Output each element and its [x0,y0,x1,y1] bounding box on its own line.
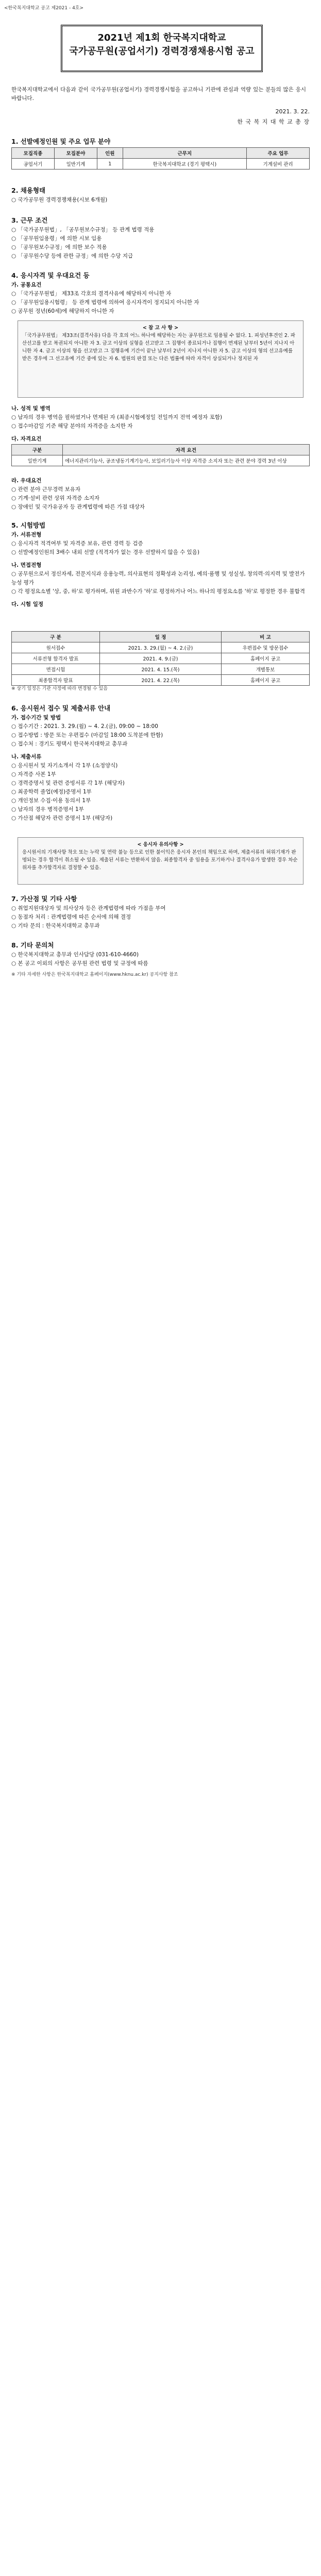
qualification-table [11,444,310,466]
list-item: ○ 각 평정요소별 '상, 중, 하'로 평가하며, 위원 과반수가 '하'로 평정하거나 어느 하나의 평정요소를 '하'로 평정한 경우 불합격 [11,588,305,595]
list-item: ○ 관련 분야 근무경력 보유자 [11,486,81,493]
selection-table [11,147,310,170]
section-5-title: 5. 시험방법 [11,521,46,529]
table-row [12,159,310,170]
list-item: ○ 가산점 해당자 관련 증명서 1부 (해당자) [11,815,113,821]
notice-date: 2021. 3. 22. [275,108,310,115]
intro-paragraph: 한국복지대학교에서 다음과 같이 국가공무원(공업서기) 경력경쟁시험을 공고하니 기관에 관심과 역량 있는 분들의 많은 응시 바랍니다. [11,87,306,101]
list-item: ○ 개인정보 수집·이용 동의서 1부 [11,798,91,804]
table-header: 주요 업무 [247,148,310,159]
caution-box [18,837,303,885]
work-conditions [11,226,310,261]
list-item: ○ 남자의 경우 병역을 필하였거나 면제된 자 (최종시험예정일 전일까지 전역 예정자 포함) [11,414,223,420]
table-row [12,675,310,686]
list-item: ○ 「공무원임용시험령」 등 관계 법령에 의하여 응시자격이 정지되지 아니한 자 [11,299,199,306]
subsection-title: 라. 우대요건 [11,478,42,484]
section-3-title: 3. 근무 조건 [11,216,48,224]
table-header: 구 분 [12,632,100,642]
list-item: ○ 공무원 정년(60세)에 해당하지 아니한 자 [11,308,114,314]
section-7-title: 7. 가산점 및 기타 사항 [11,895,77,903]
contact-info [11,951,310,978]
table-row [12,664,310,675]
list-item: ○ 「국가공무원법」 제33조 각호의 결격사유에 해당하지 아니한 자 [11,291,172,297]
table-cell: 홈페이지 공고 [221,653,309,664]
table-cell: 2021. 4. 15.(목) [100,664,222,675]
table-cell: 홈페이지 공고 [221,675,309,686]
table-cell: 개별통보 [221,664,309,675]
list-item: ○ 기계·설비 관련 상위 자격증 소지자 [11,495,100,501]
list-item: ○ 한국복지대학교 총무과 인사담당 (031-610-4660) [11,952,139,958]
notice-number: <한국복지대학교 공고 제2021 - 4호> [4,6,84,11]
table-cell: 2021. 4. 22.(목) [100,675,222,686]
table-cell: 공업서기 [12,159,55,170]
list-item: ○ 접수처 : 경기도 평택시 한국복지대학교 총무과 [11,741,128,747]
table-cell: 한국복지대학교 (경기 평택시) [123,159,247,170]
military-requirements [11,404,310,444]
table-cell: 일반기계 [54,159,97,170]
table-cell: 원서접수 [12,642,100,653]
list-item: ○ 장애인 및 국가유공자 등 관계법령에 따른 가점 대상자 [11,504,145,510]
section-4-title: 4. 응시자격 및 우대요건 등 [11,272,90,279]
table-header: 근무지 [123,148,247,159]
list-item: ○ 「공무원임용령」에 의한 시보 임용 [11,235,102,242]
subsection-title: 가. 접수기간 및 방법 [11,715,61,721]
list-item: ○ 취업지원대상자 및 의사상자 등은 관계법령에 따라 가점을 부여 [11,905,166,911]
caution-title: < 응시자 유의사항 > [137,842,184,848]
schedule-note: ※ 상기 일정은 기관 사정에 따라 변경될 수 있음 [11,686,108,691]
table-cell: 2021. 3. 29.(월) ~ 4. 2.(금) [100,642,222,653]
table-cell: 기계설비 관리 [247,159,310,170]
subsection-title: 나. 면접전형 [11,562,42,568]
list-item: ○ 자격증 사본 1부 [11,771,56,777]
law-reference-title: < 참 고 사 항 > [142,325,179,331]
section-1-title: 1. 선발예정인원 및 주요 업무 분야 [11,138,111,145]
section-8-title: 8. 기타 문의처 [11,941,54,949]
list-item: ○ 접수방법 : 방문 또는 우편접수 (마감일 18:00 도착분에 한함) [11,732,163,738]
list-item: ○ 「국가공무원법」, 「공무원보수규정」 등 관계 법령 적용 [11,227,155,233]
table-cell: 면접시험 [12,664,100,675]
title-line-1: 2021년 제1회 한국복지대학교 [97,32,226,43]
subsection-title: 가. 공통요건 [11,282,42,288]
table-cell: 서류전형 합격자 발표 [12,653,100,664]
section-6-title: 6. 응시원서 접수 및 제출서류 안내 [11,704,111,712]
list-item: ○ 남자의 경우 병적증명서 1부 [11,806,84,812]
table-header: 자격 요건 [63,445,310,455]
list-item: ○ 본 공고 이외의 사항은 공무원 관련 법령 및 규정에 따름 [11,960,148,967]
section-2-title: 2. 채용형태 [11,187,46,194]
list-item: ○ 동점자 처리 : 관계법령에 따른 순서에 의해 결정 [11,914,131,920]
schedule-table [11,631,310,686]
preference-requirements [11,477,310,512]
application-period [11,714,310,823]
subsection-title: 나. 제출서류 [11,754,42,760]
table-row [12,642,310,653]
table-cell: 최종합격자 발표 [12,675,100,686]
table-header: 일 정 [100,632,222,642]
list-item: ○ 공무원으로서 정신자세, 전문지식과 응용능력, 의사표현의 정확성과 논리성, 예의·품행 및 성실성, 창의력·의지력 및 발전가능성 평가 [11,571,305,586]
table-header: 인원 [97,148,123,159]
list-item: ○ 국가공무원 경력경쟁채용(시보 6개월) [11,197,108,203]
table-cell: 우편접수 및 방문접수 [221,642,309,653]
employment-type [11,196,310,205]
list-item: ○ 선발예정인원의 3배수 내외 선발 (적격자가 없는 경우 선발하지 않을 수 있음) [11,549,200,555]
table-cell: 1 [97,159,123,170]
table-cell: 2021. 4. 9.(금) [100,653,222,664]
table-header: 비 고 [221,632,309,642]
subsection-title: 가. 서류전형 [11,532,42,538]
subsection-title: 나. 성적 및 병역 [11,405,50,412]
issuer-signature: 한 국 복 지 대 학 교 총 장 [237,118,310,125]
table-header: 모집분야 [54,148,97,159]
law-reference-text: 「국가공무원법」 제33조(결격사유) 다음 각 호의 어느 하나에 해당하는 자는 공무원으로 임용될 수 없다. 1. 피성년후견인 2. 파산선고를 받고 복권되지 아니한 자 3. 금고 이상의 실형을 선고받고 그 집행이 종료되거나 집행이 면제된 날부터 5년이 지나지 아니한 자 4. 금고 이상의 형을 선고받고 그 집행유예 기간이 끝난 날부터 2년이 지나지 아니한 자 5. 금고 이상의 형의 선고유예를 받은 경우에 그 선고유예 기간 중에 있는 자 6. 법원의 판결 또는 다른 법률에 따라 자격이 상실되거나 정지된 자 [22,333,296,362]
list-item: ○ 최종학력 졸업(예정)증명서 1부 [11,789,92,795]
extra-points [11,904,310,930]
list-item: ○ 응시원서 및 자기소개서 각 1부 (소정양식) [11,762,118,769]
table-cell: 에너지관리기능사, 공조냉동기계기능사, 보일러기능사 이상 자격증 소지자 또는 관련 분야 경력 3년 이상 [63,455,310,466]
common-requirements [11,281,310,316]
table-row [12,653,310,664]
list-item: ○ 접수마감일 기준 해당 분야의 자격증을 소지한 자 [11,423,133,429]
caution-text: 응시원서의 기재사항 착오 또는 누락 및 연락 불능 등으로 인한 불이익은 응시자 본인의 책임으로 하며, 제출서류의 허위기재가 판명되는 경우 합격이 취소될 수 있음. 제출된 서류는 반환하지 않음. 최종합격자 중 임용을 포기하거나 결격사유가 발생한 경우 차순위자를 추가합격자로 결정할 수 있음. [22,850,298,871]
list-item: ○ 응시자격 적격여부 및 자격증 보유, 관련 경력 등 검증 [11,540,143,547]
table-cell: 일반기계 [12,455,63,466]
list-item: ○ 접수기간 : 2021. 3. 29.(월) ~ 4. 2.(금), 09:00 ~ 18:00 [11,723,158,730]
title-box [61,25,263,72]
title-line-2: 국가공무원(공업서기) 경력경쟁채용시험 공고 [69,46,255,57]
table-header: 모집직종 [12,148,55,159]
subsection-title: 다. 자격요건 [11,436,42,442]
list-item: ○ 경력증명서 및 관련 증빙서류 각 1부 (해당자) [11,780,125,786]
document-screening [11,531,310,609]
list-item: ○ 기타 문의 : 한국복지대학교 총무과 [11,923,100,929]
law-reference-box [18,320,303,398]
final-note: ※ 기타 자세한 사항은 한국복지대학교 홈페이지(www.hknu.ac.kr) 공지사항 참조 [11,972,178,977]
table-row [12,455,310,466]
subsection-title: 다. 시험 일정 [11,601,44,607]
table-header: 구분 [12,445,63,455]
list-item: ○ 「공무원수당 등에 관한 규정」에 의한 수당 지급 [11,253,133,259]
list-item: ○ 「공무원보수규정」에 의한 보수 적용 [11,244,107,250]
